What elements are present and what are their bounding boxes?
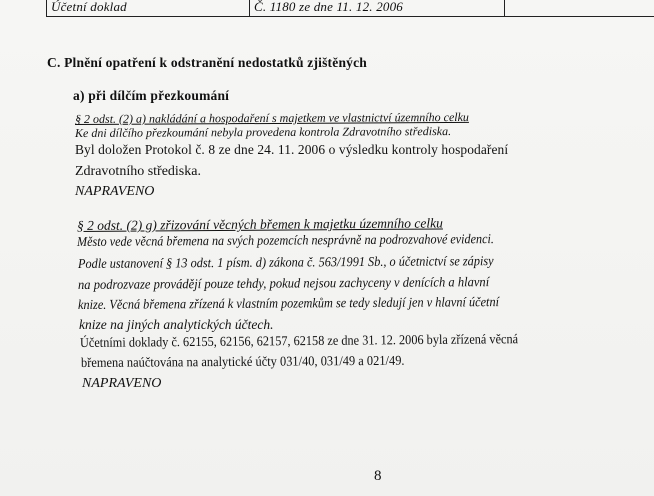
block1-heading: § 2 odst. (2) a) nakládání a hospodaření s majetkem ve vlastnictví územního celku: [74, 109, 469, 126]
block2-line-4: knize. Věcná břemena zřízená k vlastním pozemkům se tedy sledují jen v hlavní účetní: [77, 294, 500, 312]
block2-line-2: Podle ustanovení § 13 odst. 1 písm. d) zákona č. 563/1991 Sb., o účetnictví se zápisy: [77, 253, 494, 271]
block1-line2: Zdravotního střediska.: [75, 164, 201, 179]
block2-fix-line2: břemena naúčtována na analytické účty 031/40, 031/49 a 021/49.: [80, 352, 405, 370]
top-table-fragment: [46, 0, 654, 17]
block2-fix-line1: Účetními doklady č. 62155, 62156, 62157, 62158 ze dne 31. 12. 2006 byla zřízená věcná: [79, 331, 519, 350]
block2-line-5: knize na jiných analytických účtech.: [79, 317, 274, 332]
page-number: 8: [374, 468, 382, 484]
block1-line1: Byl doložen Protokol č. 8 ze dne 24. 11. 2006 o výsledku kontroly hospodaření: [75, 143, 509, 158]
block2-heading: § 2 odst. (2) g) zřizování věcných břemen k majetku územního celku: [76, 215, 443, 233]
block2-line-3: na podrozvaze provádějí pouze tehdy, pokud nejsou zachyceny v denících a hlavní: [77, 274, 490, 292]
block1-finding: Ke dni dílčího přezkoumání nebyla provedena kontrola Zdravotního střediska.: [74, 124, 452, 140]
table-cell-left-text: Účetní doklad: [51, 0, 127, 14]
table-cell-mid: [249, 0, 505, 16]
table-cell-mid-text: Č. 1180 ze dne 11. 12. 2006: [254, 0, 403, 14]
block2-status: NAPRAVENO: [82, 376, 162, 391]
subsection-heading: a) při dílčím přezkoumání: [73, 88, 230, 103]
table-cell-left: [46, 0, 250, 16]
block2-line-1: Město vede věcná břemena na svých pozemcích nesprávně na podrozvahové evidenci.: [76, 231, 494, 249]
section-heading: C. Plnění opatření k odstranění nedostatků zjištěných: [47, 55, 367, 70]
block1-status: NAPRAVENO: [75, 184, 155, 199]
